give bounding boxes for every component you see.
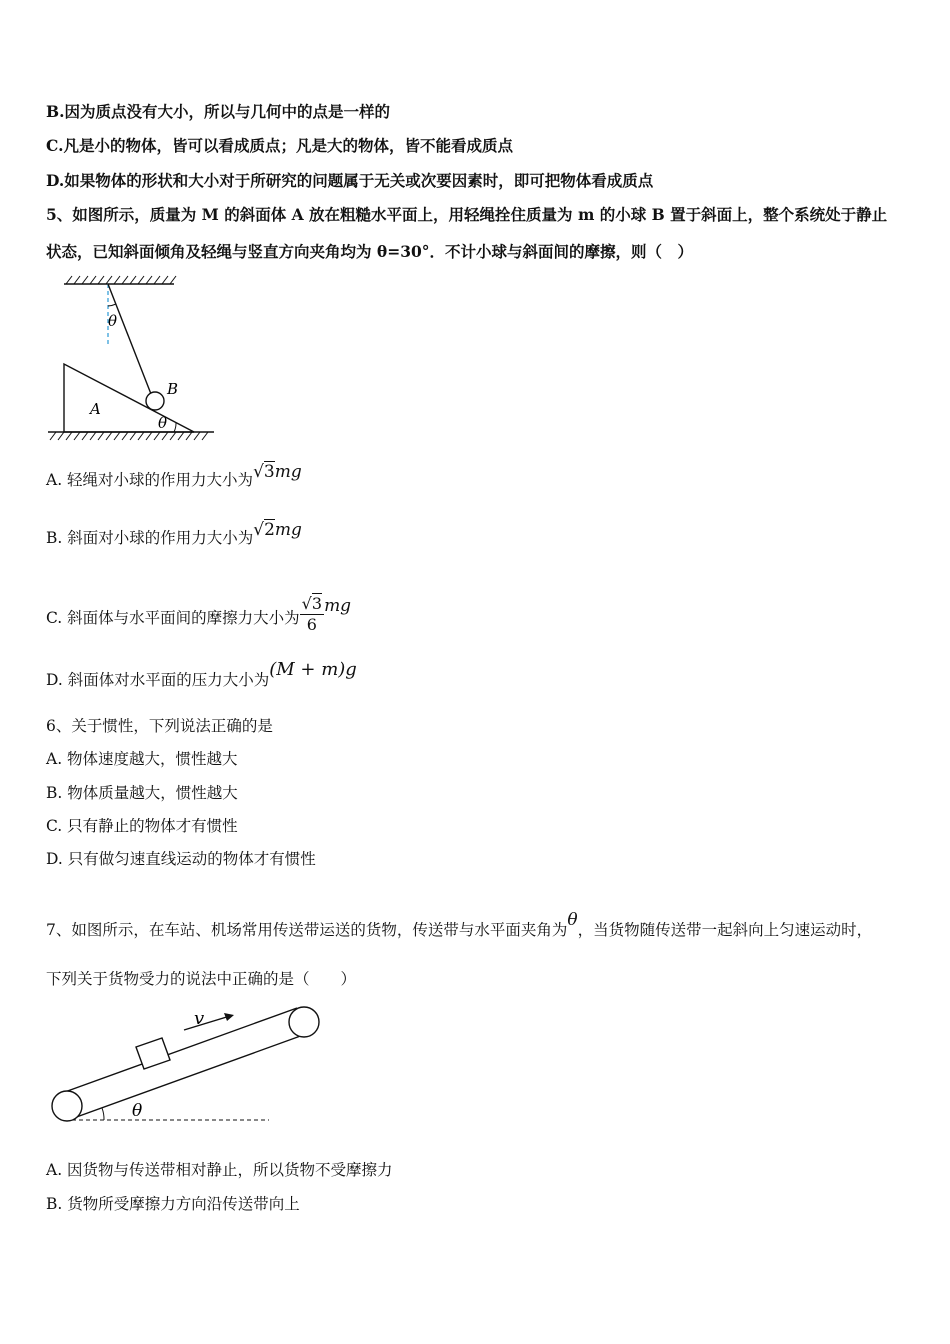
q5-stem-line1: 5、如图所示，质量为 M 的斜面体 A 放在粗糙水平面上，用轻绳拴住质量为 m 的小球 B 置于斜面上，整个系统处于静止 xyxy=(46,205,888,224)
q5-option-d xyxy=(46,659,357,690)
q5-option-d-text: D. 斜面体对水平面的压力大小为 xyxy=(46,671,270,689)
q6-option-a: A. 物体速度越大，惯性越大 xyxy=(46,750,238,768)
q5-option-b-tail: mg xyxy=(274,520,302,540)
q4-option-c: C.凡是小的物体，皆可以看成质点；凡是大的物体，皆不能看成质点 xyxy=(46,136,513,155)
q7-stem-line2: 下列关于货物受力的说法中正确的是（ ） xyxy=(46,970,357,988)
q7-figure xyxy=(44,1000,344,1140)
q5-option-a-text: A. 轻绳对小球的作用力大小为 xyxy=(46,471,254,489)
q7-stem-line1 xyxy=(46,910,873,940)
q4-option-b: B.因为质点没有大小，所以与几何中的点是一样的 xyxy=(46,102,390,121)
q5-option-a-tail: mg xyxy=(274,462,302,482)
q7-option-a: A. 因货物与传送带相对静止，所以货物不受摩擦力 xyxy=(46,1161,393,1179)
q5-theta-top-label: θ xyxy=(108,312,118,330)
q5-option-c-tail: mg xyxy=(324,596,352,616)
q6-option-c: C. 只有静止的物体才有惯性 xyxy=(46,817,238,835)
q5-option-a xyxy=(46,462,302,490)
q5-option-b xyxy=(46,520,302,548)
q7-option-b: B. 货物所受摩擦力方向沿传送带向上 xyxy=(46,1195,300,1213)
q5-option-c-numerator: 3 xyxy=(311,594,323,613)
q5-theta-bottom-label: θ xyxy=(158,414,168,432)
q5-option-c-text: C. 斜面体与水平面间的摩擦力大小为 xyxy=(46,609,300,627)
q5-option-b-radicand: 2 xyxy=(264,520,275,540)
q4-option-d: D.如果物体的形状和大小对于所研究的问题属于无关或次要因素时，即可把物体看成质点 xyxy=(46,171,654,190)
q5-option-a-radicand: 3 xyxy=(263,462,275,482)
q5-figure xyxy=(44,272,224,442)
q5-option-c xyxy=(46,594,352,639)
q5-option-c-denominator: 6 xyxy=(306,615,317,634)
q5-option-c-fraction: $\frac{√3}{6}$ xyxy=(301,594,323,634)
q5-stem-line2: 状态，已知斜面倾角及轻绳与竖直方向夹角均为 θ=30°．不计小球与斜面间的摩擦，则（ ） xyxy=(46,242,694,261)
q5-ball-label: B xyxy=(167,380,179,398)
q7-theta-symbol: θ xyxy=(567,910,578,930)
q5-option-b-formula: √2mg xyxy=(253,520,302,540)
q5-option-a-formula: √3mg xyxy=(253,462,302,482)
q6-option-d: D. 只有做匀速直线运动的物体才有惯性 xyxy=(46,850,316,868)
q7-velocity-label: v xyxy=(194,1008,205,1029)
q7-stem-line1-post: ，当货物随传送带一起斜向上匀速运动时， xyxy=(577,921,873,939)
q5-block-label: A xyxy=(90,400,101,418)
q6-stem: 6、关于惯性，下列说法正确的是 xyxy=(46,717,273,735)
q5-option-c-formula xyxy=(300,594,351,635)
q5-option-d-formula: (M + m)g xyxy=(269,659,357,680)
q7-stem-line1-pre: 7、如图所示，在车站、机场常用传送带运送的货物，传送带与水平面夹角为 xyxy=(46,921,568,939)
q6-option-b: B. 物体质量越大，惯性越大 xyxy=(46,784,238,802)
q7-theta-label: θ xyxy=(132,1101,143,1121)
q5-option-b-text: B. 斜面对小球的作用力大小为 xyxy=(46,529,254,547)
